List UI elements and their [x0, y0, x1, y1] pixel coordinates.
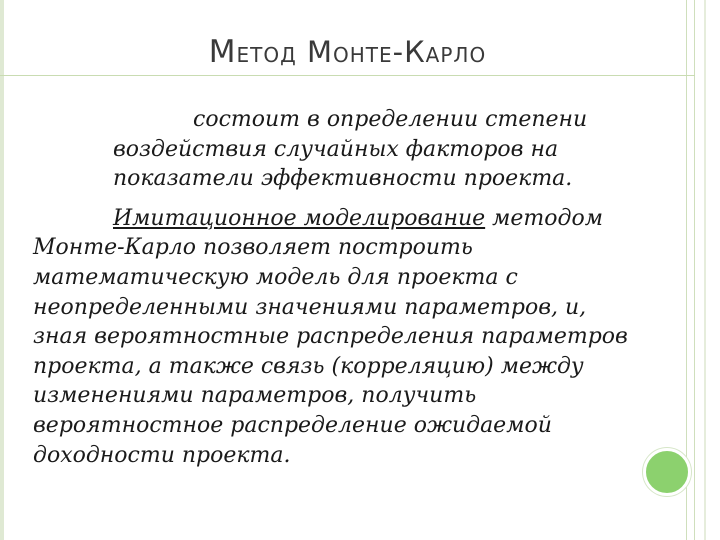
paragraph-2-first-line-rest: методом	[485, 205, 603, 231]
paragraph-2-line: вероятностное распределение ожидаемой	[33, 412, 552, 438]
slide-title	[0, 34, 695, 70]
paragraph-2	[33, 204, 673, 470]
title-first-letter: М	[208, 34, 237, 70]
underlined-phrase: Имитационное моделирование	[113, 205, 486, 231]
decorative-green-circle	[643, 448, 691, 496]
title-rest: етод Монте-Карло	[236, 35, 487, 69]
paragraph-2-line: проекта, а также связь (корреляцию) между	[33, 353, 584, 379]
paragraph-1-line: воздействия случайных факторов на	[113, 136, 559, 162]
title-rule	[0, 75, 695, 76]
paragraph-2-line: изменениями параметров, получить	[33, 383, 477, 409]
paragraph-1	[33, 105, 673, 194]
paragraph-1-line: состоит в определении степени	[193, 107, 588, 132]
paragraph-2-line: Монте-Карло позволяет построить	[33, 235, 473, 261]
paragraph-1-line: показатели эффективности проекта.	[113, 166, 573, 192]
paragraph-2-line: математическую модель для проекта с	[33, 264, 518, 290]
paragraph-2-line: неопределенными значениями параметров, и,	[33, 294, 587, 320]
paragraph-2-first-line	[33, 204, 673, 234]
paragraph-2-line: доходности проекта.	[33, 442, 291, 468]
slide-body	[33, 105, 673, 470]
left-border	[0, 0, 4, 540]
right-frame-outer	[704, 0, 706, 540]
paragraph-2-line: зная вероятностные распределения параметров	[33, 324, 628, 350]
